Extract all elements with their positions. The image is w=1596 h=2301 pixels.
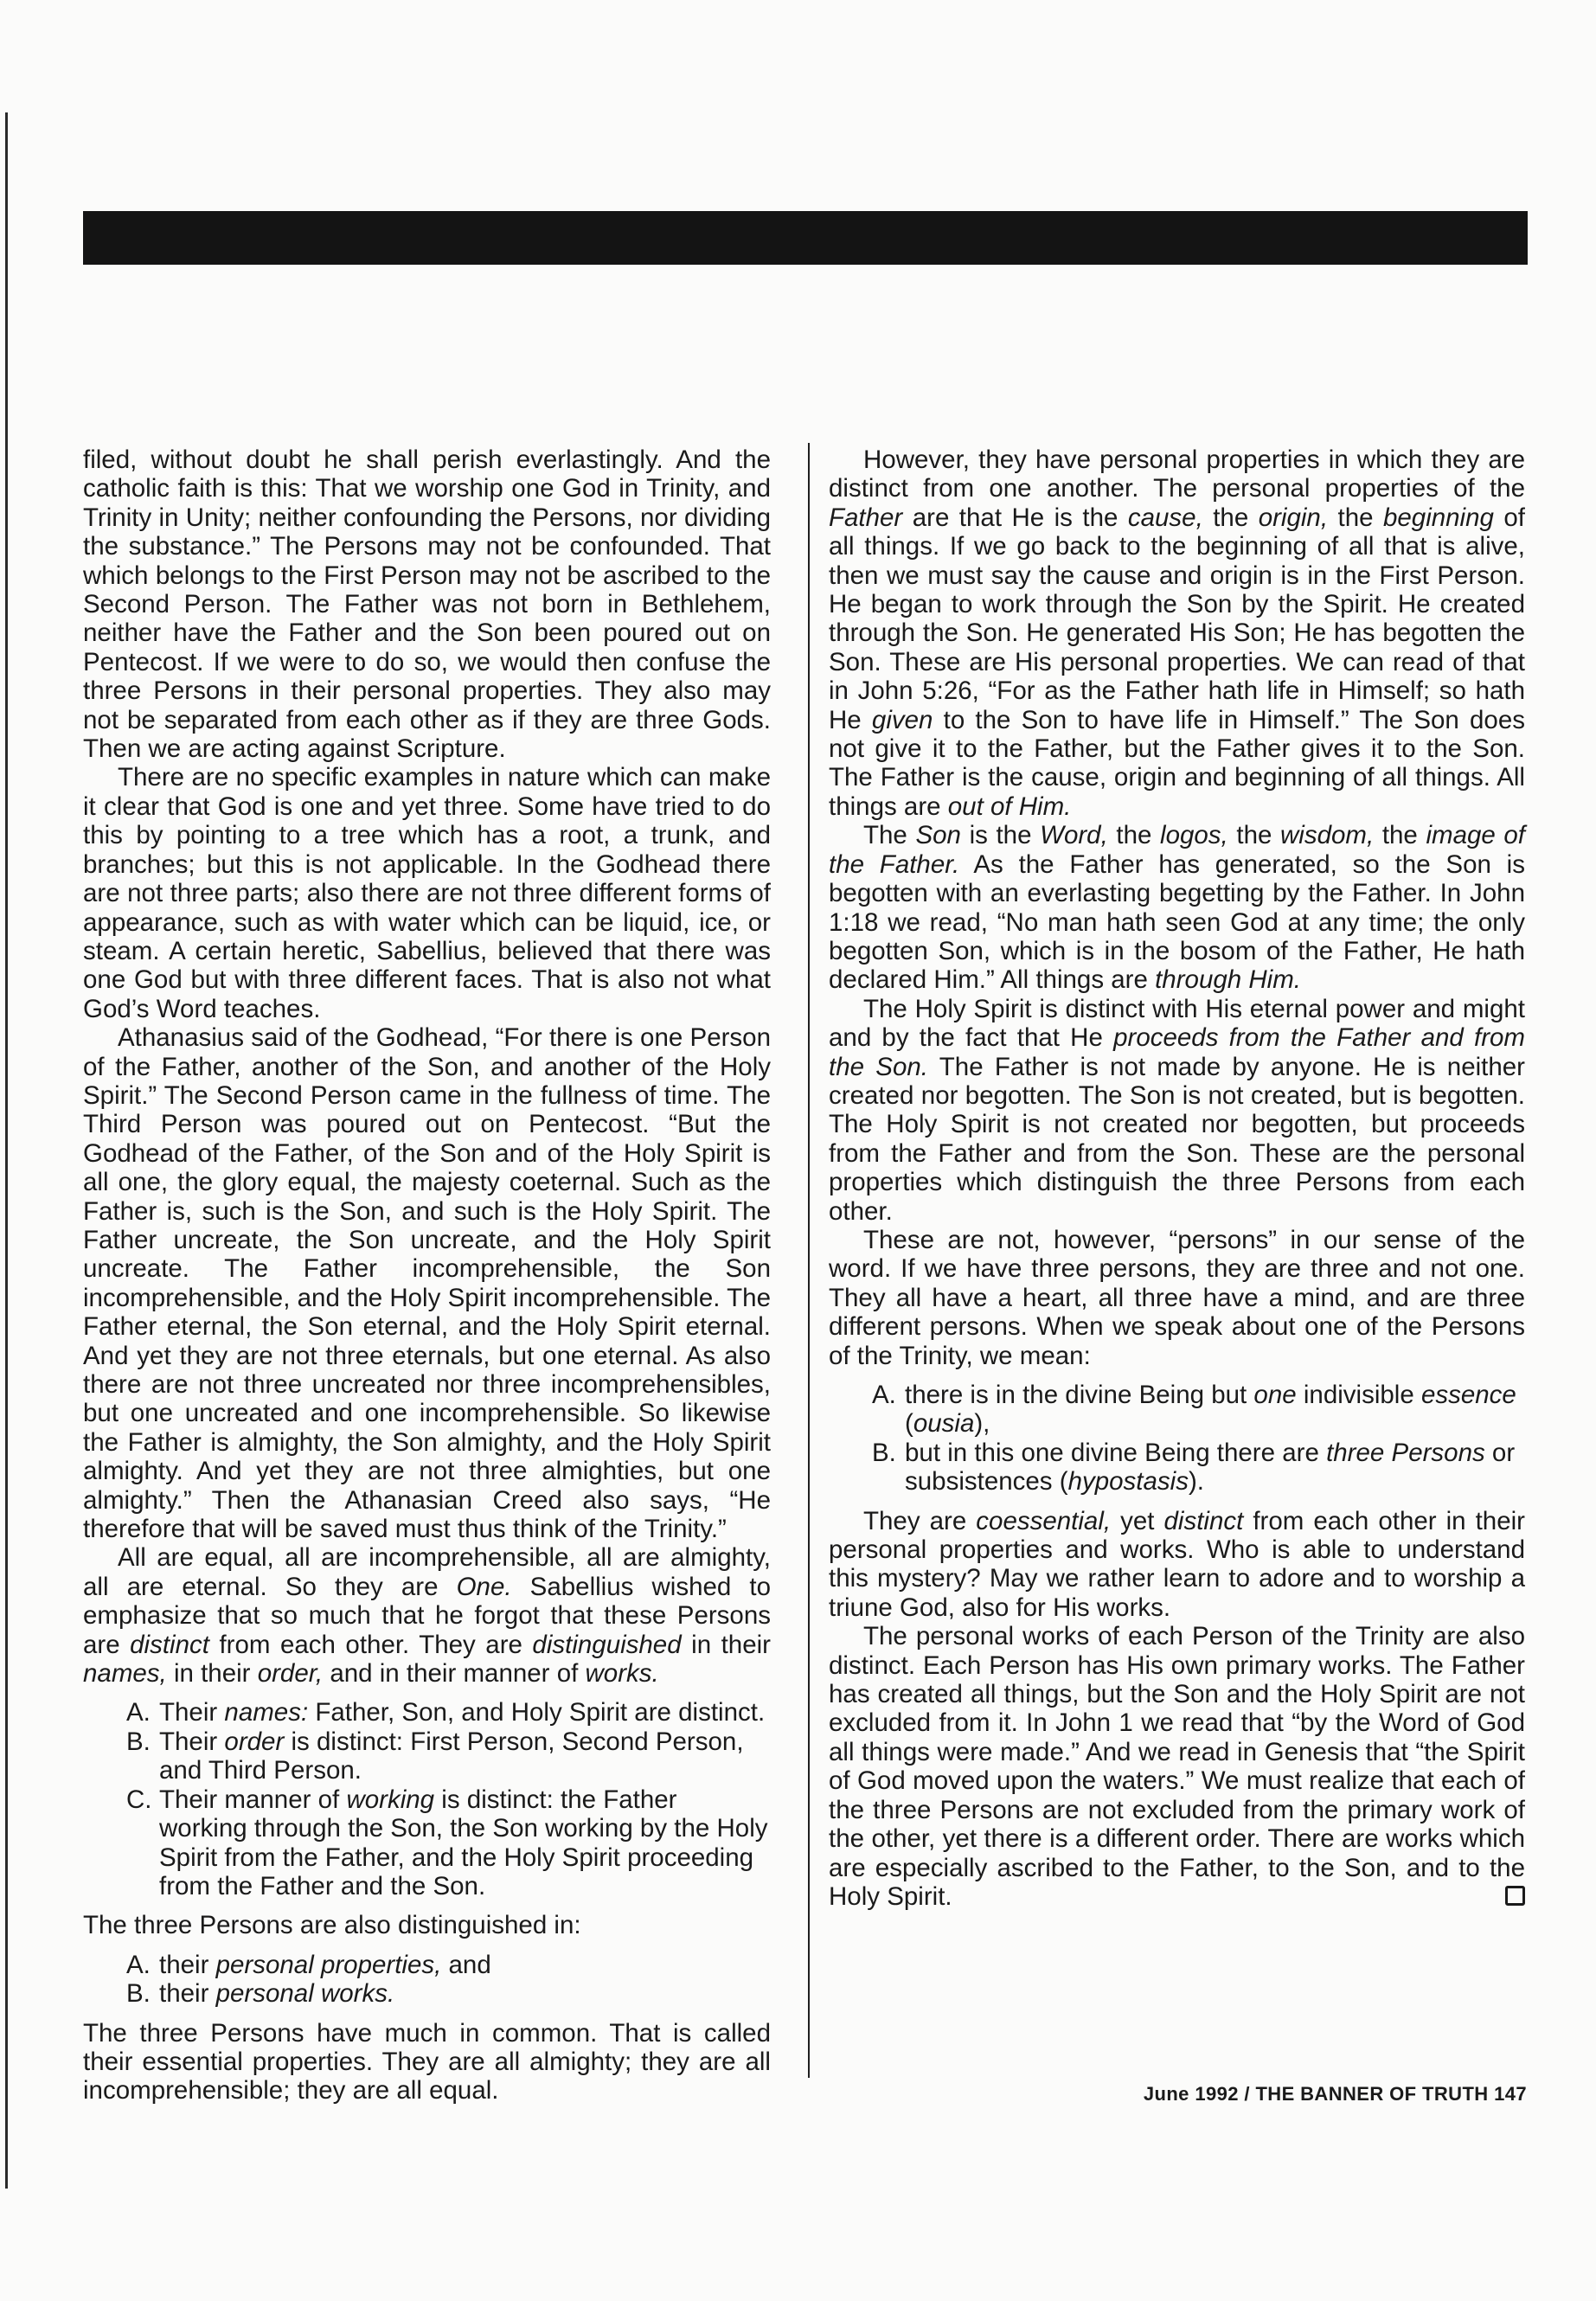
paragraph: The personal works of each Person of the Trinity are also distinct. Each Person has His own primary works. The Father has created all things, but the Son and the Holy Spirit are not excluded from it. In John 1 we read that “by the Word of God all things were made.” And we read in Genesis that “the Spirit of God moved upon the waters.” We must realize that each of the three Persons are not excluded from the primary work of the other, yet there is a different order. There are works which are especially ascribed to the Father, to the Son, and to the Holy Spirit. [829, 1622, 1525, 1911]
paragraph: They are coessential, yet distinct from each other in their personal properties and works. Who is able to understand this mystery? May we rather learn to adore and to worship a triune God, also for His works. [829, 1506, 1525, 1622]
list-item: A. there is in the divine Being but one indivisible essence (ousia), [872, 1381, 1516, 1439]
paragraph: The Son is the Word, the logos, the wisdom, the image of the Father. As the Father has generated, so the Son is begotten with an everlasting begetting by the Father. In John 1:18 we read, “No man hath seen God at any time; the only begotten Son, which is in the bosom of the Father, He hath declared Him.” All things are through Him. [829, 821, 1525, 995]
left-column [83, 445, 771, 2106]
page-footer: June 1992 / THE BANNER OF TRUTH 147 [1143, 2083, 1527, 2105]
essence-list [829, 1381, 1525, 1497]
paragraph: These are not, however, “persons” in our sense of the word. If we have three persons, they are three and not one. They all have a heart, all three have a mind, and are three different persons. When we speak about one of the Persons of the Trinity, we mean: [829, 1225, 1525, 1370]
distinguished-in-list [83, 1951, 771, 2009]
page-edge-rule [5, 112, 8, 2189]
column-divider [808, 443, 810, 2078]
list-item: B. their personal works. [126, 1979, 395, 2009]
distinction-list [83, 1698, 771, 1900]
end-of-article-box-icon [1505, 1886, 1525, 1906]
list-item: B. Their order is distinct: First Person, Second Person, and Third Person. [126, 1727, 744, 1785]
paragraph: The three Persons are also distinguished in: [83, 1911, 581, 1940]
issue-date: June 1992 [1143, 2083, 1239, 2105]
paragraph: Athanasius said of the Godhead, “For there is one Person of the Father, another of the Son, and another of the Holy Spirit.” The Second Person came in the fullness of time. The Third Person was poured out on Pentecost. “But the Godhead of the Father, of the Son and of the Holy Spirit is all one, the glory equal, the majesty coeternal. Such as the Father is, such is the Son, and such is the Holy Spirit. The Father uncreate, the Son uncreate, and the Holy Spirit uncreate. The Father incomprehensible, the Son incomprehensible, and the Holy Spirit incomprehensible. The Father eternal, the Son eternal, and the Holy Spirit eternal. And yet they are not three eternals, but one eternal. As also there are not three uncreated nor three incomprehensibles, but one uncreated and one incomprehensible. So likewise the Father is almighty, the Son almighty, and the Holy Spirit almighty. And yet they are not three almighties, but one almighty.” Then the Athanasian Creed also says, “He therefore that will be saved must thus think of the Trinity.” [83, 1023, 771, 1544]
paragraph: All are equal, all are incomprehensible, all are almighty, all are eternal. So they are One. Sabellius wished to emphasize that so much that he forgot that these Persons are distinct from each other. They are distinguished in their names, in their order, and in their manner of works. [83, 1543, 772, 1689]
paragraph: filed, without doubt he shall perish everlastingly. And the catholic faith is this: That we worship one God in Trinity, and Trinity in Unity; neither confounding the Persons, nor dividing the substance.” The Persons may not be confounded. That which belongs to the First Person may not be ascribed to the Second Person. The Father was not born in Bethlehem, neither have the Father and the Son been poured out on Pentecost. If we were to do so, we would then confuse the three Persons in their personal properties. They also may not be separated from each other as if they are three Gods. Then we are acting against Scripture. [83, 445, 771, 764]
paragraph: However, they have personal properties in which they are distinct from one another. The personal properties of the Father are that He is the cause, the origin, the beginning of all things. If we go back to the beginning of all that is alive, then we must say the cause and origin is in the First Person. He began to work through the Son by the Spirit. He created through the Son. He generated His Son; He has begotten the Son. These are His personal properties. We can read of that in John 5:26, “For as the Father hath life in Himself; so hath He given to the Son to have life in Himself.” The Son does not give it to the Father, but the Father gives it to the Son. The Father is the cause, origin and beginning of all things. All things are out of Him. [829, 445, 1525, 821]
list-item: A. Their names: Father, Son, and Holy Spirit are distinct. [126, 1698, 766, 1727]
paragraph: The three Persons have much in common. That is called their essential properties. They are all almighty; they are all incomprehensible; they are all equal. [83, 2018, 771, 2106]
paragraph: There are no specific examples in nature which can make it clear that God is one and yet three. Some have tried to do this by pointing to a tree which has a root, a trunk, and branches; but this is not applicable. In the Godhead there are not three parts; also there are not three different forms of appearance, such as with water which can be liquid, ice, or steam. A certain heretic, Sabellius, believed that there was one God but with three different faces. That is also not what God’s Word teaches. [83, 763, 771, 1023]
list-item: C. Their manner of working is distinct: the Father working through the Son, the Son working by the Holy Spirit from the Father, and the Holy Spirit proceeding from the Father and the Son. [126, 1785, 768, 1900]
right-column [829, 445, 1525, 1911]
header-bar [83, 211, 1528, 265]
list-item: B. but in this one divine Being there are three Persons or subsistences (hypostasis). [872, 1438, 1516, 1497]
page-number: 147 [1494, 2083, 1527, 2105]
list-item: A. their personal properties, and [126, 1950, 491, 1979]
publication-name: THE BANNER OF TRUTH [1255, 2083, 1489, 2105]
paragraph: The Holy Spirit is distinct with His eternal power and might and by the fact that He proceeds from the Father and from the Son. The Father is not made by anyone. He is neither created nor begotten. The Son is not created, but is begotten. The Holy Spirit is not created nor begotten, but proceeds from the Father and from the Son. These are the personal properties which distinguish the three Persons from each other. [829, 994, 1525, 1226]
